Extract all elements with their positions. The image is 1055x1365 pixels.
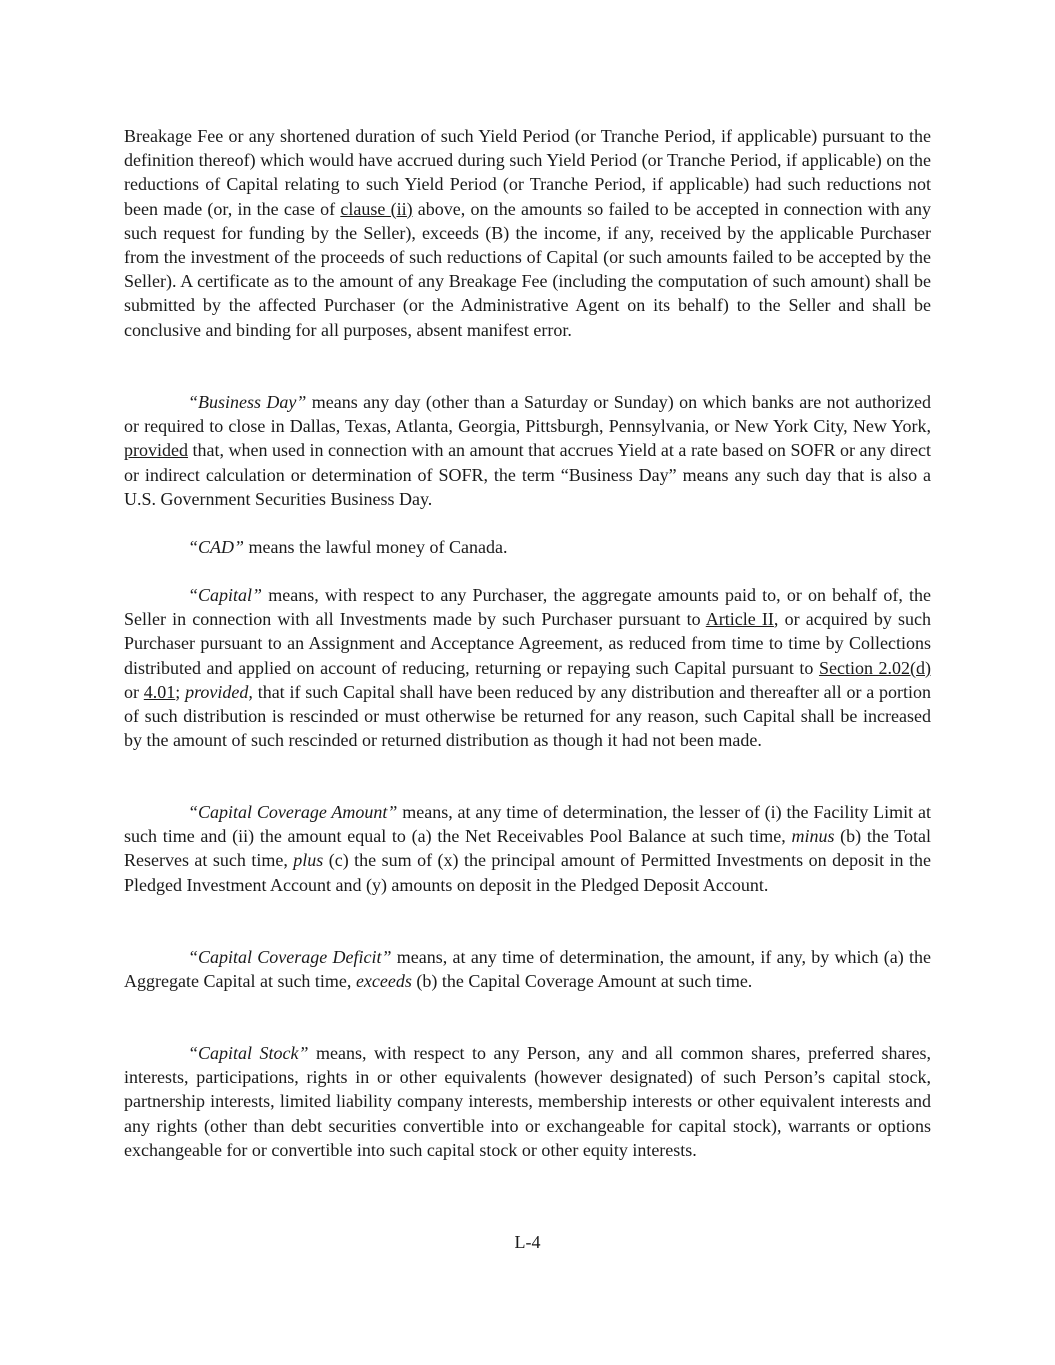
italic-word: plus — [293, 850, 324, 871]
definition-capital-coverage-deficit — [124, 945, 931, 993]
definition-capital-coverage-amount — [124, 800, 931, 897]
text: means, with respect to any Person, any and all common shares, preferred shares, interests, participations, rights in or other equivalents (however designated) of such Person’s capital stock, partnership interests, limited liability company interests, membership interests or other equivalent interests and any rights (other than debt securities convertible into or exchangeable for capital stock), warrants or options exchangeable for or convertible into such capital stock or other equity interests. — [124, 1043, 932, 1160]
italic-word: exceeds — [355, 971, 412, 992]
cross-reference: Article II — [705, 609, 774, 630]
cross-reference: clause (ii) — [340, 198, 413, 219]
definition-business-day — [124, 390, 931, 511]
defined-term: “Business Day” — [188, 392, 307, 412]
cross-reference: Section 2.02(d) — [818, 657, 931, 678]
text: means any day (other than a Saturday or Sunday) on which banks are not authorized or required to close in Dallas, Texas, Atlanta, Georgia, Pittsburgh, Pennsylvania, or New York City, New York, — [124, 392, 931, 437]
defined-term: “Capital Coverage Amount” — [188, 802, 398, 822]
text: that if such Capital shall have been reduced by any distribution and thereafter all or a portion of such distribution is rescinded or must otherwise be returned for any reason, such Capital shall be increased by the amount of such rescinded or returned distribution as though it had not been made. — [124, 681, 931, 751]
text: , or acquired by such Purchaser pursuant to an Assignment and Acceptance Agreement, as reduced from time to time by Collections distributed and applied on account of reducing, returning or repaying such Capital pursuant to — [124, 609, 931, 678]
text: or — [124, 681, 144, 702]
page-number: L-4 — [514, 1232, 541, 1252]
defined-term: “CAD” — [188, 537, 245, 557]
definition-cad — [124, 535, 931, 559]
text: above, on the amounts so failed to be accepted in connection with any such request for funding by the Seller), exceeds (B) the income, if any, received by the applicable Purchaser from the investment of the proceeds of such reductions of Capital (or such amounts failed to be accepted by the Seller). A certificate as to the amount of any Breakage Fee (including the computation of such amount) shall be submitted by the affected Purchaser (or the Administrative Agent on its behalf) to the Seller and shall be conclusive and binding for all purposes, absent manifest error. — [124, 198, 932, 340]
defined-term: “Capital” — [188, 585, 263, 605]
text: (b) the Total Reserves at such time, — [124, 826, 931, 871]
text: means, with respect to any Purchaser, the aggregate amounts paid to, or on behalf of, the Seller in connection with all Investments made by such Purchaser pursuant to — [124, 585, 931, 630]
paragraph-breakage-fee-continued — [124, 124, 931, 342]
italic-word: minus — [791, 826, 835, 847]
defined-term: “Capital Stock” — [188, 1043, 309, 1063]
text: ; — [175, 681, 186, 702]
text: means the lawful money of Canada. — [244, 537, 508, 557]
cross-reference: 4.01 — [143, 681, 176, 702]
text: that, when used in connection with an amount that accrues Yield at a rate based on SOFR or any direct or indirect calculation or determination of SOFR, the term “Business Day” means any such day that is also a U.S. Government Securities Business Day. — [124, 440, 931, 509]
text: (c) the sum of (x) the principal amount of Permitted Investments on deposit in the Pledged Investment Account and (y) amounts on deposit in the Pledged Deposit Account. — [124, 850, 931, 895]
definition-capital-stock — [124, 1041, 931, 1162]
text: means, at any time of determination, the amount, if any, by which (a) the Aggregate Capital at such time, — [124, 947, 931, 992]
underlined-word: provided — [124, 440, 188, 461]
italic-word: provided, — [185, 681, 253, 702]
definition-capital — [124, 583, 931, 752]
defined-term: “Capital Coverage Deficit” — [188, 947, 392, 967]
text: means, at any time of determination, the lesser of (i) the Facility Limit at such time and (ii) the amount equal to (a) the Net Receivables Pool Balance at such time, — [124, 802, 931, 847]
text: (b) the Capital Coverage Amount at such time. — [411, 971, 753, 992]
text: Breakage Fee or any shortened duration of such Yield Period (or Tranche Period, if applicable) pursuant to the definition thereof) which would have accrued during such Yield Period (or Tranche Period, if applicable) on the reductions of Capital relating to such Yield Period (or Tranche Period, if applicable) had such reductions not been made (or, in the case of — [124, 126, 931, 219]
